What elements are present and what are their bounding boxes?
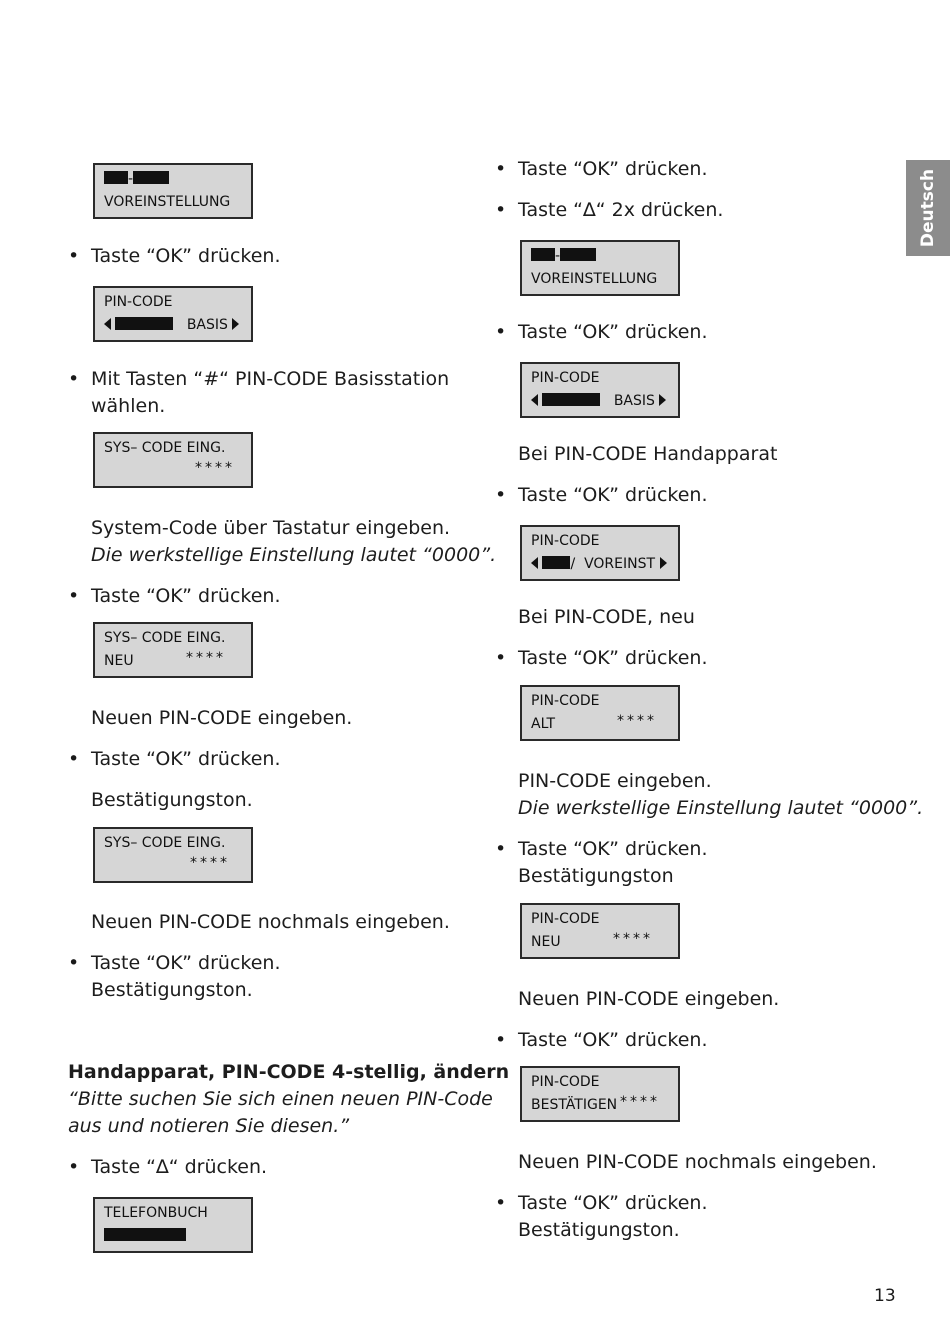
- step-text: Mit Tasten “#“ PIN-CODE Basisstation: [91, 368, 450, 390]
- lcd-stars: ****: [195, 460, 235, 476]
- step-text: Taste “OK” drücken.: [518, 647, 708, 669]
- lcd-stars: ****: [190, 855, 230, 871]
- lcd-display-pin-new: [520, 903, 680, 959]
- lcd-stars: ****: [617, 713, 657, 729]
- paragraph-italic: Die werkstellige Einstellung lautet “0000”.: [91, 544, 497, 566]
- bullet: •: [495, 838, 507, 860]
- lcd-display-sys-code: [93, 827, 253, 883]
- lcd-line: VOREINSTELLUNG: [104, 194, 231, 210]
- bullet: •: [495, 484, 507, 506]
- bullet: •: [68, 585, 80, 607]
- bullet: •: [495, 158, 507, 180]
- lcd-line: PIN-CODE: [531, 911, 600, 927]
- lcd-display-sys-code-new: [93, 622, 253, 678]
- lcd-line: SYS– CODE EING.: [104, 440, 226, 456]
- step-text: Taste “OK” drücken.: [518, 838, 708, 860]
- step-text: Taste “OK” drücken.: [518, 484, 708, 506]
- language-tab-label: Deutsch: [918, 168, 938, 248]
- lcd-line: NEU: [104, 653, 134, 669]
- lcd-line: BESTÄTIGEN: [531, 1097, 618, 1113]
- lcd-stars: ****: [186, 650, 226, 666]
- arrow-right-icon: [232, 318, 239, 330]
- step-text: Taste “OK” drücken.: [91, 245, 281, 267]
- lcd-line: ALT: [531, 716, 556, 732]
- lcd-line: SYS– CODE EING.: [104, 630, 226, 646]
- step-text: Taste “OK” drücken.: [518, 1029, 708, 1051]
- arrow-left-icon: [104, 318, 111, 330]
- step-text: Bestätigungston.: [91, 979, 253, 1001]
- lcd-display-pin-confirm: [520, 1066, 680, 1122]
- bullet: •: [495, 199, 507, 221]
- paragraph: Neuen PIN-CODE nochmals eingeben.: [91, 911, 450, 933]
- lcd-display-preset: - VOREINSTELLUNG: [93, 163, 253, 219]
- paragraph: Bei PIN-CODE, neu: [518, 606, 695, 628]
- paragraph: Neuen PIN-CODE eingeben.: [518, 988, 780, 1010]
- bullet: •: [68, 368, 80, 390]
- step-text: Taste “∆“ drücken.: [91, 1156, 268, 1178]
- bullet: •: [495, 1192, 507, 1214]
- paragraph: Bei PIN-CODE Handapparat: [518, 443, 778, 465]
- bullet: •: [495, 647, 507, 669]
- lcd-line: PIN-CODE: [104, 294, 173, 310]
- lcd-display-sys-code: [93, 432, 253, 488]
- lcd-display-pin-preset: PIN-CODE / VOREINST: [520, 525, 680, 581]
- paragraph: Bestätigungston.: [91, 789, 253, 811]
- lcd-stars: ****: [613, 931, 653, 947]
- step-text: Taste “OK” drücken.: [91, 585, 281, 607]
- quote-text: aus und notieren Sie diesen.”: [68, 1115, 350, 1137]
- paragraph: Neuen PIN-CODE eingeben.: [91, 707, 353, 729]
- paragraph: PIN-CODE eingeben.: [518, 770, 712, 792]
- step-text: Taste “OK” drücken.: [91, 748, 281, 770]
- quote-text: “Bitte suchen Sie sich einen neuen PIN-Code: [68, 1088, 493, 1110]
- step-text: Taste “OK” drücken.: [518, 158, 708, 180]
- bullet: •: [495, 1029, 507, 1051]
- bullet: •: [68, 748, 80, 770]
- lcd-line: PIN-CODE: [531, 533, 600, 549]
- arrow-right-icon: [660, 557, 667, 569]
- lcd-display-pin-basis: PIN-CODE BASIS: [93, 286, 253, 342]
- lcd-line: SYS– CODE EING.: [104, 835, 226, 851]
- lcd-line: PIN-CODE: [531, 370, 600, 386]
- paragraph: Neuen PIN-CODE nochmals eingeben.: [518, 1151, 877, 1173]
- lcd-line: PIN-CODE: [531, 693, 600, 709]
- arrow-right-icon: [659, 394, 666, 406]
- lcd-line: VOREINSTELLUNG: [531, 271, 658, 287]
- paragraph: System-Code über Tastatur eingeben.: [91, 517, 451, 539]
- page-number: 13: [874, 1286, 896, 1306]
- step-text: Taste “OK” drücken.: [518, 321, 708, 343]
- lcd-display-phonebook: [93, 1197, 253, 1253]
- step-text: Taste “∆“ 2x drücken.: [518, 199, 724, 221]
- lcd-line: NEU: [531, 934, 561, 950]
- step-text: Taste “OK” drücken.: [91, 952, 281, 974]
- step-text: Taste “OK” drücken.: [518, 1192, 708, 1214]
- section-heading: Handapparat, PIN-CODE 4-stellig, ändern: [68, 1061, 510, 1083]
- lcd-display-preset: - VOREINSTELLUNG: [520, 240, 680, 296]
- arrow-left-icon: [531, 557, 538, 569]
- paragraph-italic: Die werkstellige Einstellung lautet “0000”.: [518, 797, 924, 819]
- bullet: •: [68, 1156, 80, 1178]
- bullet: •: [495, 321, 507, 343]
- arrow-left-icon: [531, 394, 538, 406]
- lcd-line: TELEFONBUCH: [104, 1205, 208, 1221]
- lcd-line: PIN-CODE: [531, 1074, 600, 1090]
- bullet: •: [68, 952, 80, 974]
- lcd-display-pin-old: [520, 685, 680, 741]
- step-text: Bestätigungston.: [518, 1219, 680, 1241]
- lcd-display-pin-basis: PIN-CODE BASIS: [520, 362, 680, 418]
- step-text: Bestätigungston: [518, 865, 674, 887]
- lcd-stars: ****: [620, 1094, 660, 1110]
- step-text: wählen.: [91, 395, 166, 417]
- bullet: •: [68, 245, 80, 267]
- language-tab: [906, 160, 950, 256]
